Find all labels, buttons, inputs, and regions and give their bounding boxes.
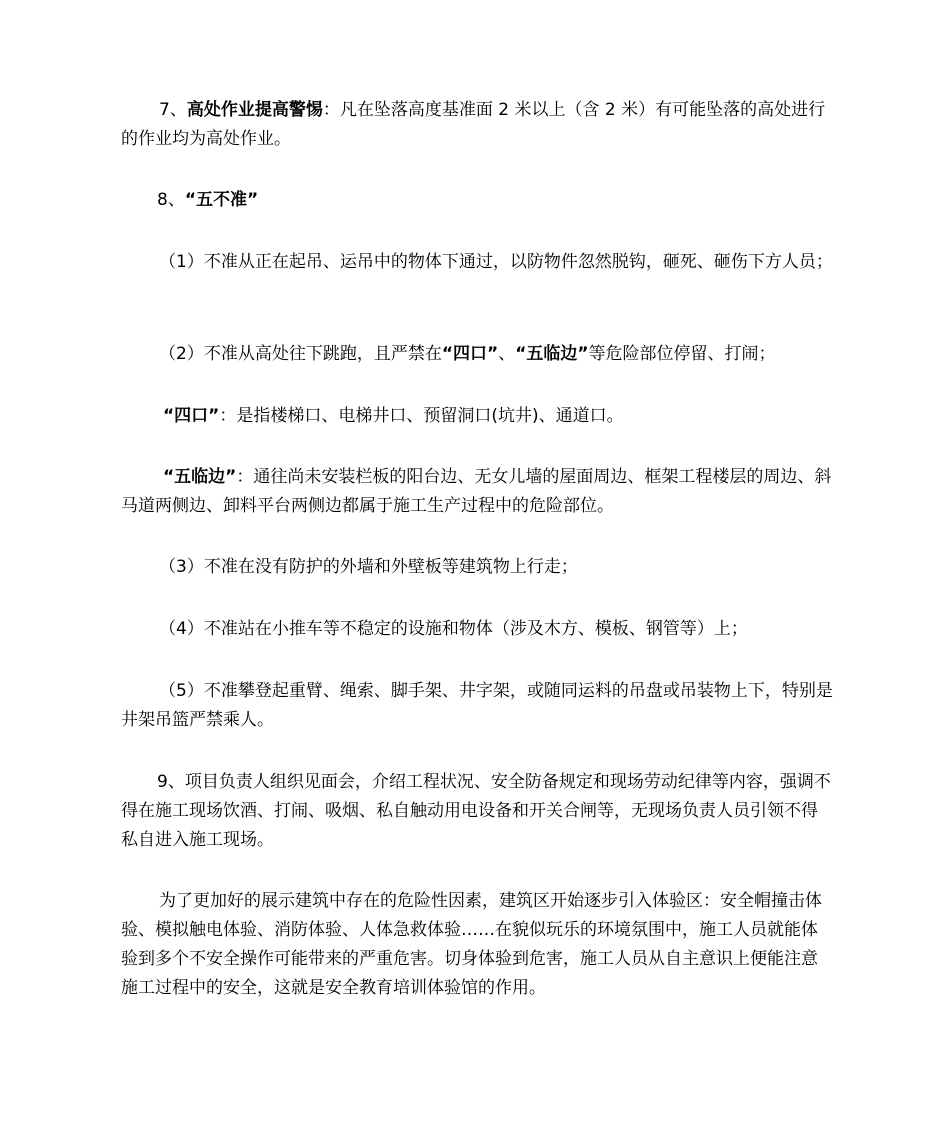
item-8-number: 8、 [157,190,185,210]
item-7-paragraph [121,96,833,154]
item-7-text: ：凡在坠落高度基准面 2 米以上（含 2 米）有可能坠落的高处进行的作业均为高处作业。 [121,100,826,149]
rule-2-sikou-term: “四口” [441,344,499,364]
rule-2-separator: 、 [498,344,516,364]
item-8-heading [121,186,833,215]
wulinbian-text: ：通往尚未安装栏板的阳台边、无女儿墙的屋面周边、框架工程楼层的周边、斜马道两侧边、卸料平台两侧边都属于施工生产过程中的危险部位。 [121,467,832,516]
rule-2-wulinbian-term: “五临边” [515,344,589,364]
item-9-paragraph: 9、项目负责人组织见面会，介绍工程状况、安全防备规定和现场劳动纪律等内容，强调不得在施工现场饮酒、打闹、吸烟、私自触动用电设备和开关合闸等，无现场负责人员引领不得私自进入施工现场。 [121,772,831,850]
closing-paragraph: 为了更加好的展示建筑中存在的危险性因素，建筑区开始逐步引入体验区：安全帽撞击体验、模拟触电体验、消防体验、人体急救体验……在貌似玩乐的环境氛围中，施工人员就能体验到多个不安全操作可能带来的严重危害。切身体验到危害，施工人员从自主意识上便能注意施工过程中的安全，这就是安全教育培训体验馆的作用。 [121,891,822,998]
rule-5-paragraph: （5）不准攀登起重臂、绳索、脚手架、井字架，或随同运料的吊盘或吊装物上下，特别是井架吊篮严禁乘人。 [121,681,833,730]
rule-1-paragraph: （1）不准从正在起吊、运吊中的物体下通过，以防物件忽然脱钩，砸死、砸伤下方人员； [159,252,833,272]
sikou-term: “四口” [163,406,220,426]
sikou-definition [121,402,833,431]
wulinbian-term: “五临边” [163,467,237,487]
rule-2-text-c: 等危险部位停留、打闹； [588,344,776,364]
item-8-title: “五不准” [184,190,259,210]
item-7-title: 高处作业提高警惕 [186,100,323,120]
rule-2-text-a: （2）不准从高处往下跳跑，且严禁在 [159,344,442,364]
rule-2-paragraph [121,340,833,369]
rule-3-paragraph: （3）不准在没有防护的外墙和外壁板等建筑物上行走； [159,557,578,577]
wulinbian-definition [121,463,833,521]
sikou-text: ：是指楼梯口、电梯井口、预留洞口(坑井)、通道口。 [219,406,624,426]
rule-4-paragraph: （4）不准站在小推车等不稳定的设施和物体（涉及木方、模板、钢管等）上； [159,619,748,639]
item-7-number: 7、 [159,100,187,120]
